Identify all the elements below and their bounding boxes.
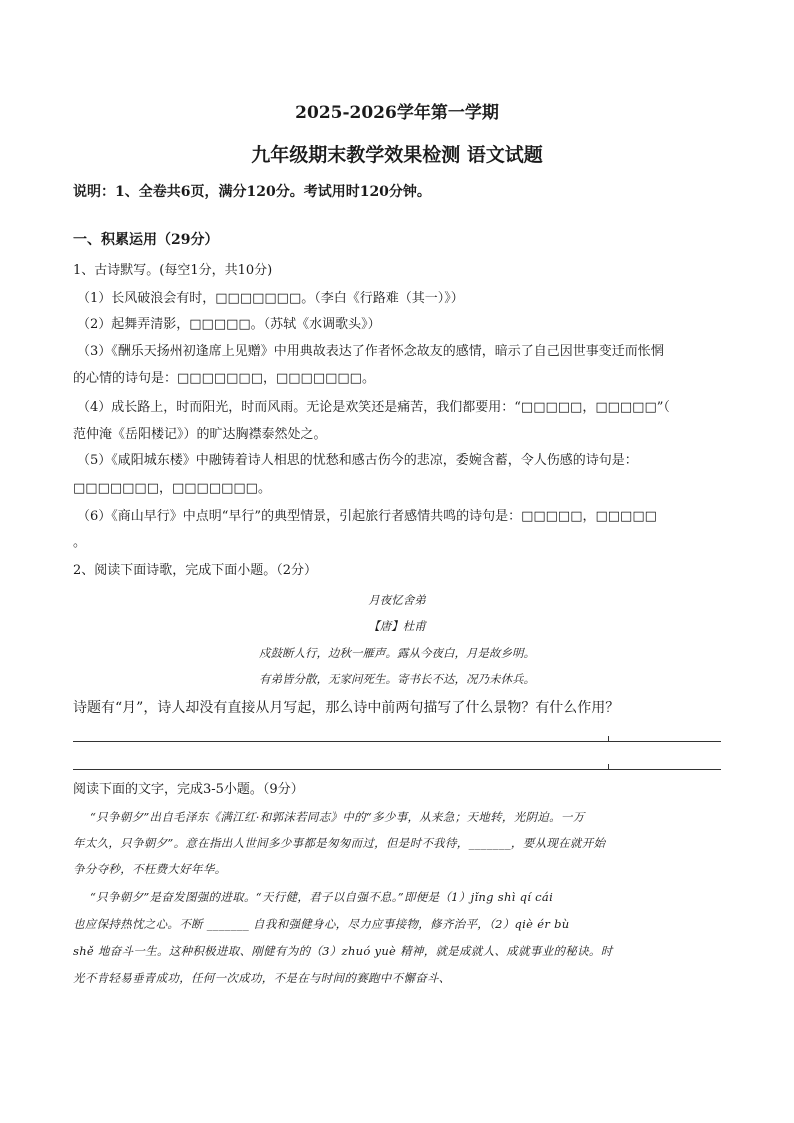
passage-line-6: shě 地奋斗一生。这种积极进取、刚健有为的（3）zhuó yuè 精神，就是成就人、成就事业的秘诀。时 (73, 944, 613, 958)
poem-title: 月夜忆舍弟 (368, 593, 426, 607)
question-1-item-1: （1）长风破浪会有时，□□□□□□□。（李白《行路难（其一）》） (77, 291, 464, 306)
question-1-item-3-cont: 的心情的诗句是：□□□□□□□，□□□□□□□。 (73, 371, 375, 386)
passage-line-7: 光不肯轻易垂青成功，任何一次成功，不是在与时间的赛跑中不懈奋斗、 (73, 971, 451, 985)
question-2-stem: 2、阅读下面诗歌，完成下面小题。（2分） (73, 563, 318, 578)
exam-instructions: 说明：1、全卷共6页，满分120分。考试用时120分钟。 (73, 184, 431, 200)
question-1-item-2: （2）起舞弄清影，□□□□□。（苏轼《水调歌头》） (77, 317, 381, 332)
passage-line-2: 年太久，只争朝夕”。意在指出人世间多少事都是匆匆而过，但是时不我待，_______，要从现在就开始 (73, 836, 606, 850)
question-1-item-3: （3）《酬乐天扬州初逢席上见赠》中用典故表达了作者怀念故友的感情，暗示了自己因世事变迁而怅惘 (77, 344, 664, 359)
question-2-prompt: 诗题有“月”，诗人却没有直接从月写起，那么诗中前两句描写了什么景物？有什么作用？ (73, 700, 620, 716)
question-1-item-6: （6）《商山早行》中点明“早行”的典型情景，引起旅行者感情共鸣的诗句是：□□□□□，□□□□□ (77, 509, 657, 524)
poem-author: 【唐】杜甫 (368, 619, 426, 633)
question-1-stem: 1、古诗默写。(每空1分，共10分) (73, 263, 273, 278)
passage-line-1: “只争朝夕”出自毛泽东《满江红·和郭沫若同志》中的“多少事，从来急；天地转，光阴迫。一万 (90, 810, 585, 824)
passage-line-3: 争分夺秒，不枉费大好年华。 (73, 862, 227, 876)
exam-title-subject: 九年级期末教学效果检测 语文试题 (251, 144, 543, 166)
reading-stem: 阅读下面的文字，完成3-5小题。（9分） (73, 782, 304, 797)
question-1-item-4-cont: 范仲淹《岳阳楼记》）的旷达胸襟泰然处之。 (73, 427, 327, 442)
question-1-item-4: （4）成长路上，时而阳光，时而风雨。无论是欢笑还是痛苦，我们都要用：“□□□□□，□□□□□”（ (77, 400, 670, 415)
passage-line-5: 也应保持热忱之心。不断 _______ 自我和强健身心，尽力应事接物，修齐治平，（2）qiè ér bù (73, 917, 570, 931)
question-1-item-5: （5）《咸阳城东楼》中融铸着诗人相思的忧愁和感古伤今的悲凉，委婉含蓄，令人伤感的诗句是： (77, 453, 638, 468)
poem-line-2: 有弟皆分散，无家问死生。寄书长不达，况乃未休兵。 (259, 672, 535, 686)
section-heading: 一、积累运用（29分） (73, 232, 219, 248)
passage-line-4: “只争朝夕”是奋发图强的进取。“天行健，君子以自强不息。”即便是（1）jǐng shì qí cái (90, 890, 554, 904)
question-1-item-6-cont: 。 (73, 535, 87, 550)
answer-line-1[interactable] (73, 741, 721, 742)
poem-line-1: 戍鼓断人行，边秋一雁声。露从今夜白，月是故乡明。 (259, 646, 535, 660)
question-1-item-5-cont: □□□□□□□，□□□□□□□。 (73, 481, 271, 496)
exam-title-year: 2025-2026学年第一学期 (295, 103, 499, 123)
answer-line-2[interactable] (73, 769, 721, 770)
